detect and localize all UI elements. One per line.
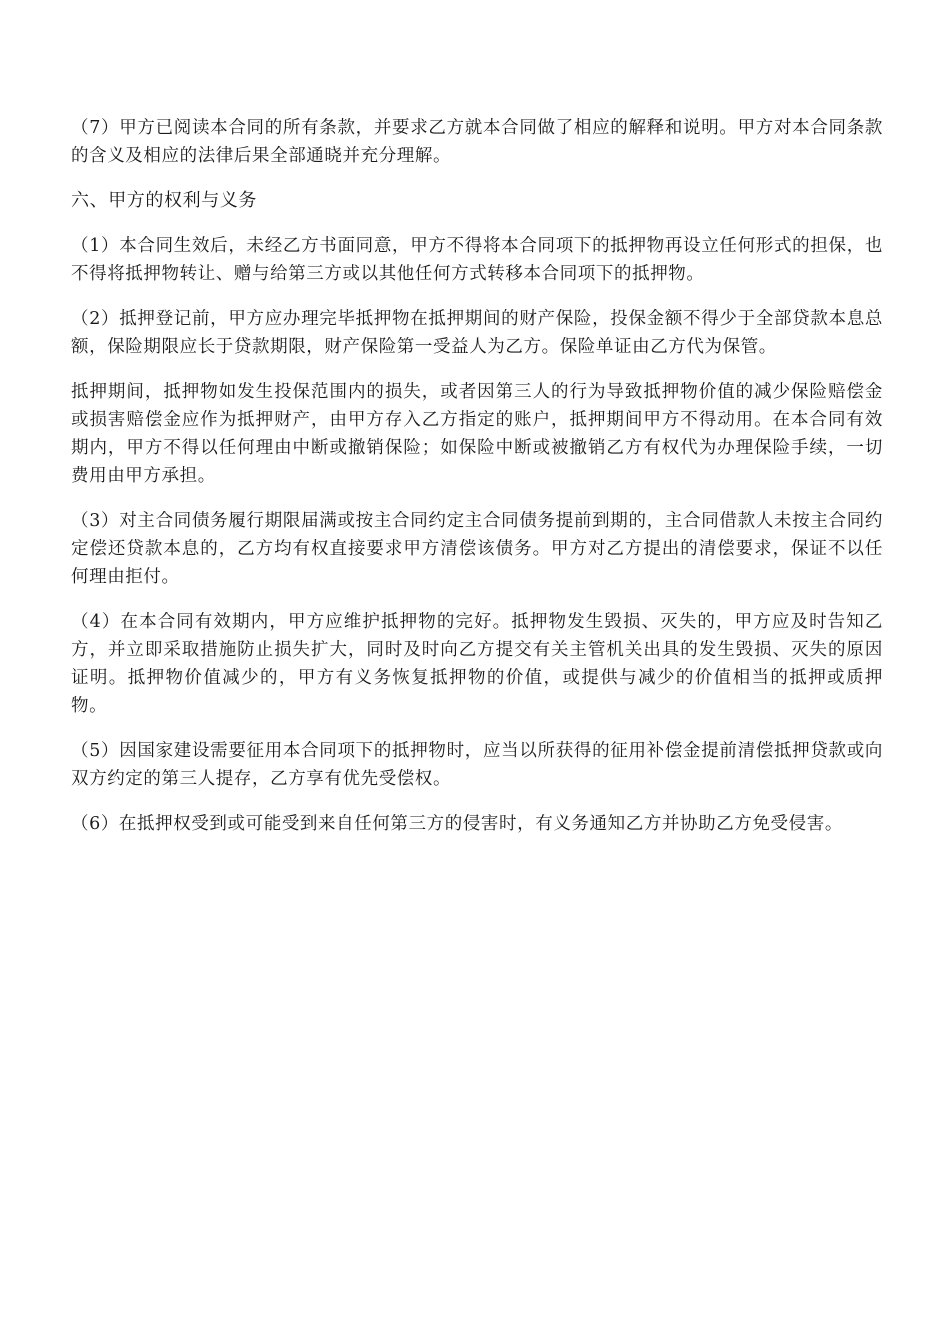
section-heading-party-a-rights: 六、甲方的权利与义务 [71,190,257,211]
paragraph-clause-7: （7）甲方已阅读本合同的所有条款，并要求乙方就本合同做了相应的解释和说明。甲方对本合同条款的含义及相应的法律后果全部通晓并充分理解。 [71,118,883,166]
document-page [71,114,883,855]
paragraph-clause-2: （2）抵押登记前，甲方应办理完毕抵押物在抵押期间的财产保险，投保金额不得少于全部贷款本息总额，保险期限应长于贷款期限，财产保险第一受益人为乙方。保险单证由乙方代为保管。 [71,309,883,357]
paragraph-clause-1: （1）本合同生效后，未经乙方书面同意，甲方不得将本合同项下的抵押物再设立任何形式的担保，也不得将抵押物转让、赠与给第三方或以其他任何方式转移本合同项下的抵押物。 [71,236,883,284]
paragraph-clause-5: （5）因国家建设需要征用本合同项下的抵押物时，应当以所获得的征用补偿金提前清偿抵押贷款或向双方约定的第三人提存，乙方享有优先受偿权。 [71,741,883,789]
paragraph-clause-6: （6）在抵押权受到或可能受到来自任何第三方的侵害时，有义务通知乙方并协助乙方免受侵害。 [71,814,843,834]
paragraph-insurance-during-mortgage: 抵押期间，抵押物如发生投保范围内的损失，或者因第三人的行为导致抵押物价值的减少保险赔偿金或损害赔偿金应作为抵押财产，由甲方存入乙方指定的账户，抵押期间甲方不得动用。在本合同有效期内，甲方不得以任何理由中断或撤销保险；如保险中断或被撤销乙方有权代为办理保险手续，一切费用由甲方承担。 [71,382,883,486]
paragraph-clause-4: （4）在本合同有效期内，甲方应维护抵押物的完好。抵押物发生毁损、灭失的，甲方应及时告知乙方，并立即采取措施防止损失扩大，同时及时向乙方提交有关主管机关出具的发生毁损、灭失的原因证明。抵押物价值减少的，甲方有义务恢复抵押物的价值，或提供与减少的价值相当的抵押或质押物。 [71,612,883,716]
paragraph-clause-3: （3）对主合同债务履行期限届满或按主合同约定主合同债务提前到期的，主合同借款人未按主合同约定偿还贷款本息的，乙方均有权直接要求甲方清偿该债务。甲方对乙方提出的清偿要求，保证不以任何理由拒付。 [71,511,883,587]
